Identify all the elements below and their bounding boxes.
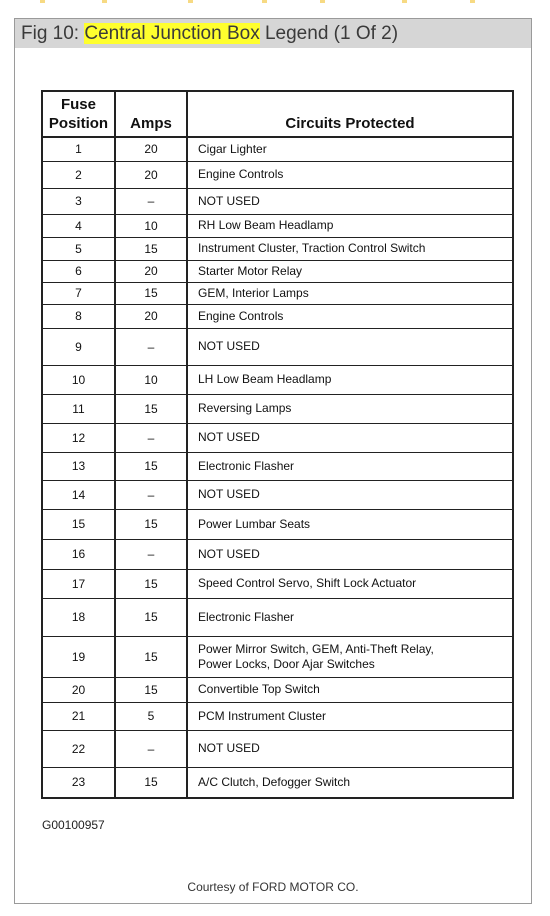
courtesy-note: Courtesy of FORD MOTOR CO. xyxy=(187,880,359,894)
table-row xyxy=(42,702,513,730)
table-row xyxy=(42,677,513,702)
table-row xyxy=(42,214,513,237)
fuse-position-cell: 6 xyxy=(42,260,115,282)
circuits-text: A/C Clutch, Defogger Switch xyxy=(198,774,351,789)
circuits-text: Engine Controls xyxy=(198,308,284,323)
fuse-position-cell: 20 xyxy=(42,677,115,702)
table-row xyxy=(42,137,513,161)
fuse-position-cell: 8 xyxy=(42,304,115,328)
circuits-text: Speed Control Servo, Shift Lock Actuator xyxy=(198,576,417,590)
fuse-position-cell: 10 xyxy=(42,365,115,394)
amps-cell: 20 xyxy=(115,304,187,328)
table-body xyxy=(42,137,513,798)
fuse-position-cell: 13 xyxy=(42,452,115,480)
amps-cell: 15 xyxy=(115,598,187,636)
fuse-position-cell: 17 xyxy=(42,569,115,598)
circuits-cell xyxy=(187,452,513,480)
fuse-position-cell: 22 xyxy=(42,730,115,767)
fuse-position-cell: 2 xyxy=(42,161,115,188)
amps-cell: 5 xyxy=(115,702,187,730)
fuse-position-cell: 11 xyxy=(42,394,115,423)
circuits-text: Starter Motor Relay xyxy=(198,263,303,278)
circuits-cell xyxy=(187,282,513,304)
table-row xyxy=(42,423,513,452)
circuits-text: NOT USED xyxy=(198,741,260,755)
fuse-legend-table xyxy=(41,90,514,799)
amps-cell: 10 xyxy=(115,214,187,237)
table-row xyxy=(42,188,513,214)
circuits-cell xyxy=(187,730,513,767)
header-circuits-protected: Circuits Protected xyxy=(187,91,513,137)
fuse-position-cell: 18 xyxy=(42,598,115,636)
table-row xyxy=(42,539,513,569)
circuits-text: Convertible Top Switch xyxy=(198,682,320,696)
fuse-position-cell: 21 xyxy=(42,702,115,730)
fuse-position-cell: 23 xyxy=(42,767,115,798)
circuits-text: NOT USED xyxy=(198,193,260,208)
table-row xyxy=(42,480,513,509)
table-row xyxy=(42,509,513,539)
circuits-cell xyxy=(187,569,513,598)
circuits-text: Electronic Flasher xyxy=(198,609,295,624)
circuits-cell xyxy=(187,677,513,702)
circuits-cell xyxy=(187,188,513,214)
top-edge-strip xyxy=(0,0,550,8)
circuits-text: LH Low Beam Headlamp xyxy=(198,372,332,386)
table-row xyxy=(42,636,513,677)
table-row xyxy=(42,452,513,480)
circuits-cell xyxy=(187,509,513,539)
amps-cell: 10 xyxy=(115,365,187,394)
circuits-cell xyxy=(187,237,513,260)
table-row xyxy=(42,569,513,598)
table-row xyxy=(42,767,513,798)
fuse-position-cell: 3 xyxy=(42,188,115,214)
table-row xyxy=(42,730,513,767)
amps-cell: 20 xyxy=(115,161,187,188)
circuits-text-line2: Power Locks, Door Ajar Switches xyxy=(198,656,375,671)
fuse-position-cell: 16 xyxy=(42,539,115,569)
circuits-cell xyxy=(187,767,513,798)
amps-cell: 15 xyxy=(115,509,187,539)
fuse-position-cell: 19 xyxy=(42,636,115,677)
circuits-cell xyxy=(187,636,513,677)
circuits-text: Power Lumbar Seats xyxy=(198,516,311,531)
figure-frame xyxy=(14,18,532,904)
circuits-text: Reversing Lamps xyxy=(198,401,292,415)
circuits-text: Power Mirror Switch, GEM, Anti-Theft Relay, xyxy=(198,641,434,656)
fuse-position-cell: 1 xyxy=(42,137,115,161)
header-amps: Amps xyxy=(115,91,187,137)
circuits-cell xyxy=(187,161,513,188)
circuits-cell xyxy=(187,598,513,636)
table-row xyxy=(42,394,513,423)
circuits-cell xyxy=(187,137,513,161)
circuits-cell xyxy=(187,394,513,423)
part-number: G00100957 xyxy=(42,818,105,832)
table-row xyxy=(42,598,513,636)
header-fuse-position xyxy=(42,91,115,137)
figure-title xyxy=(15,19,531,48)
amps-cell: 15 xyxy=(115,282,187,304)
circuits-text: NOT USED xyxy=(198,546,260,561)
circuits-cell xyxy=(187,480,513,509)
fuse-position-cell: 5 xyxy=(42,237,115,260)
circuits-text: Engine Controls xyxy=(198,167,284,181)
amps-cell: 15 xyxy=(115,767,187,798)
circuits-cell xyxy=(187,328,513,365)
table-row xyxy=(42,328,513,365)
circuits-text: NOT USED xyxy=(198,487,260,501)
fuse-position-cell: 4 xyxy=(42,214,115,237)
amps-cell: 15 xyxy=(115,636,187,677)
circuits-cell xyxy=(187,214,513,237)
figure-title-suffix: Legend (1 Of 2) xyxy=(259,23,399,44)
circuits-cell xyxy=(187,260,513,282)
figure-title-highlight: Central Junction Box xyxy=(84,23,260,44)
table-row xyxy=(42,237,513,260)
amps-cell: 15 xyxy=(115,452,187,480)
circuits-cell xyxy=(187,539,513,569)
circuits-text: GEM, Interior Lamps xyxy=(198,285,309,300)
amps-cell: 20 xyxy=(115,137,187,161)
circuits-text: RH Low Beam Headlamp xyxy=(198,218,334,232)
circuits-text: Electronic Flasher xyxy=(198,458,295,473)
circuits-text: Instrument Cluster, Traction Control Switch xyxy=(198,241,426,255)
amps-cell: 15 xyxy=(115,677,187,702)
table-row xyxy=(42,365,513,394)
circuits-cell xyxy=(187,702,513,730)
circuits-cell xyxy=(187,365,513,394)
amps-cell: – xyxy=(115,539,187,569)
table-row xyxy=(42,304,513,328)
figure-title-prefix: Fig 10: xyxy=(21,23,85,44)
amps-cell: 15 xyxy=(115,569,187,598)
circuits-text: NOT USED xyxy=(198,339,260,353)
fuse-position-cell: 12 xyxy=(42,423,115,452)
amps-cell: – xyxy=(115,328,187,365)
header-fuse-label: Fuse xyxy=(60,96,96,113)
table-row xyxy=(42,282,513,304)
amps-cell: – xyxy=(115,730,187,767)
amps-cell: – xyxy=(115,423,187,452)
amps-cell: – xyxy=(115,188,187,214)
fuse-position-cell: 14 xyxy=(42,480,115,509)
circuits-text: PCM Instrument Cluster xyxy=(198,708,327,723)
fuse-position-cell: 15 xyxy=(42,509,115,539)
circuits-cell xyxy=(187,304,513,328)
amps-cell: 20 xyxy=(115,260,187,282)
circuits-cell xyxy=(187,423,513,452)
circuits-text: NOT USED xyxy=(198,430,260,444)
circuits-text: Cigar Lighter xyxy=(198,141,267,156)
amps-cell: 15 xyxy=(115,237,187,260)
fuse-position-cell: 9 xyxy=(42,328,115,365)
amps-cell: 15 xyxy=(115,394,187,423)
table-row xyxy=(42,260,513,282)
header-position-label: Position xyxy=(48,115,109,132)
table-row xyxy=(42,161,513,188)
amps-cell: – xyxy=(115,480,187,509)
fuse-position-cell: 7 xyxy=(42,282,115,304)
table-header-row xyxy=(42,91,513,137)
